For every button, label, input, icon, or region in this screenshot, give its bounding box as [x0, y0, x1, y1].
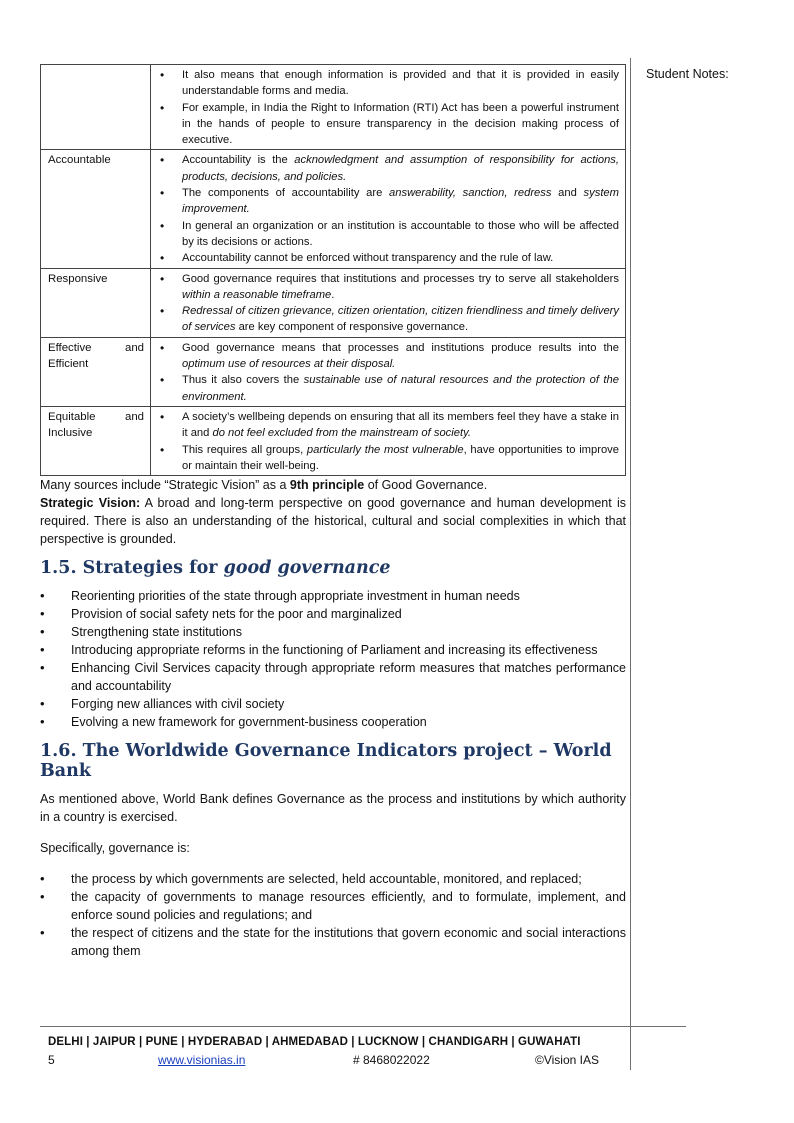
table-row: [41, 406, 626, 475]
description-bullet: [158, 100, 619, 149]
table-row: [41, 337, 626, 406]
description-bullet: [158, 340, 619, 373]
description-bullet: [158, 67, 619, 100]
text: In general an organization or an institution is accountable to those who will be affected by its decisions or actions.: [182, 219, 619, 248]
list-item: • Enhancing Civil Services capacity through appropriate reform measures that matches performance and accountability: [40, 659, 626, 695]
list-item: • Provision of social safety nets for the poor and marginalized: [40, 605, 626, 623]
paragraph-ninth-principle: [40, 476, 626, 494]
student-notes-label: Student Notes:: [646, 67, 729, 81]
term-word: and: [124, 410, 144, 423]
italic-text: system improvement.: [182, 187, 619, 216]
principle-term: [41, 406, 151, 475]
table-row: [41, 65, 626, 150]
heading-italic-text: good governance: [223, 558, 391, 579]
heading-text: 1.5. Strategies for: [40, 558, 224, 579]
principle-description: [151, 337, 626, 406]
text: are key component of responsive governance.: [235, 321, 469, 334]
text: For example, in India the Right to Information (RTI) Act has been a powerful instrument in the hands of people to ensure transparency in the decision making process of executive.: [182, 101, 619, 147]
text: and: [551, 187, 584, 200]
governance-principles-table: [40, 64, 626, 476]
italic-text: acknowledgment and assumption of responsibility for actions, products, decisions, and policies.: [182, 154, 620, 183]
margin-divider: [630, 58, 631, 1070]
principle-term: [41, 65, 151, 150]
description-bullets: [158, 271, 619, 336]
description-bullet: [158, 250, 619, 266]
text: Accountability is the: [182, 154, 295, 167]
paragraph-wb-definition: As mentioned above, World Bank defines Governance as the process and institutions by which authority in a country is exercised.: [40, 792, 626, 825]
list-item: • the capacity of governments to manage resources efficiently, and to formulate, implement, and enforce sound policies and regulations; and: [40, 888, 626, 924]
term-line: [48, 409, 144, 425]
description-bullet: [158, 185, 619, 218]
principle-term: [41, 337, 151, 406]
website-link[interactable]: www.visionias.in: [158, 1053, 246, 1067]
italic-text: particularly the most vulnerable: [306, 443, 464, 456]
para-bold: 9th principle: [289, 478, 365, 493]
description-bullet: [158, 271, 619, 304]
text: Good governance requires that institutions and processes try to serve all stakeholders: [182, 272, 619, 285]
description-bullet: [158, 409, 619, 442]
strategies-list: [40, 587, 626, 731]
italic-text: Redressal of citizen grievance, citizen orientation, citizen friendliness and timely delivery of services: [182, 305, 619, 334]
italic-text: sustainable use of natural resources and the protection of the environment.: [182, 374, 619, 403]
term-line: [48, 340, 144, 356]
text: Good governance means that processes and institutions produce results into the: [182, 341, 619, 354]
footer-divider: [40, 1026, 686, 1027]
main-column: [40, 64, 626, 960]
text: , have opportunities to improve or maintain their well-being.: [182, 443, 619, 472]
text: .: [331, 288, 335, 301]
description-bullet: [158, 442, 619, 475]
text: The components of accountability are: [182, 187, 390, 200]
text: Thus it also covers the: [182, 374, 304, 387]
description-bullets: [158, 67, 619, 148]
italic-text: within a reasonable timeframe: [182, 288, 332, 301]
list-item: • Introducing appropriate reforms in the functioning of Parliament and increasing its effectiveness: [40, 641, 626, 659]
description-bullet: [158, 303, 619, 336]
italic-text: do not feel excluded from the mainstream of society.: [212, 427, 471, 440]
page-number: 5: [48, 1053, 55, 1067]
term-word: Equitable: [48, 410, 96, 423]
list-item: • the process by which governments are selected, held accountable, monitored, and replaced;: [40, 870, 626, 888]
term-word: Effective: [48, 341, 92, 354]
list-item: • Strengthening state institutions: [40, 623, 626, 641]
section-heading-1-5: [40, 558, 626, 578]
text: It also means that enough information is provided and that it is provided in easily understandable forms and media.: [182, 69, 619, 98]
table-row: [41, 150, 626, 268]
footer-copyright: ©Vision IAS: [535, 1053, 599, 1067]
principle-term: Responsive: [41, 268, 151, 337]
para-text: Many sources include “Strategic Vision” as a: [40, 478, 290, 493]
term-word: Efficient: [48, 358, 89, 371]
para-bold-label: Strategic Vision:: [40, 496, 141, 511]
footer-phone: # 8468022022: [353, 1053, 430, 1067]
description-bullets: [158, 409, 619, 474]
description-bullet: [158, 372, 619, 405]
italic-text: optimum use of resources at their disposal.: [182, 358, 396, 371]
principle-description: [151, 150, 626, 268]
list-item: • Forging new alliances with civil society: [40, 695, 626, 713]
footer-cities: DELHI | JAIPUR | PUNE | HYDERABAD | AHMEDABAD | LUCKNOW | CHANDIGARH | GUWAHATI: [48, 1036, 581, 1048]
term-word: Inclusive: [48, 427, 93, 440]
principle-description: [151, 268, 626, 337]
italic-text: answerability, sanction, redress: [389, 187, 552, 200]
para-text: A broad and long-term perspective on good governance and human development is required. There is also an understanding of the historical, cultural and social complexities in which that perspective is grounded.: [40, 496, 626, 547]
section-heading-1-6: 1.6. The Worldwide Governance Indicators project – World Bank: [40, 741, 612, 782]
list-item: • Evolving a new framework for government-business cooperation: [40, 713, 626, 731]
text: A society’s wellbeing depends on ensuring that all its members feel they have a stake in it and: [182, 410, 619, 440]
principle-description: [151, 406, 626, 475]
description-bullet: [158, 218, 619, 251]
text: This requires all groups,: [182, 443, 307, 456]
paragraph-strategic-vision: [40, 494, 626, 548]
text: Accountability cannot be enforced without transparency and the rule of law.: [182, 252, 554, 265]
description-bullet: [158, 152, 619, 185]
principle-term: Accountable: [41, 150, 151, 268]
list-item: • Reorienting priorities of the state through appropriate investment in human needs: [40, 587, 626, 605]
term-word: and: [124, 341, 144, 354]
governance-is-list: [40, 870, 626, 960]
principle-description: [151, 65, 626, 150]
paragraph-specifically: Specifically, governance is:: [40, 841, 190, 856]
description-bullets: [158, 152, 619, 266]
para-text: of Good Governance.: [364, 478, 488, 493]
table-row: [41, 268, 626, 337]
list-item: • the respect of citizens and the state for the institutions that govern economic and social interactions among them: [40, 924, 626, 960]
description-bullets: [158, 340, 619, 405]
